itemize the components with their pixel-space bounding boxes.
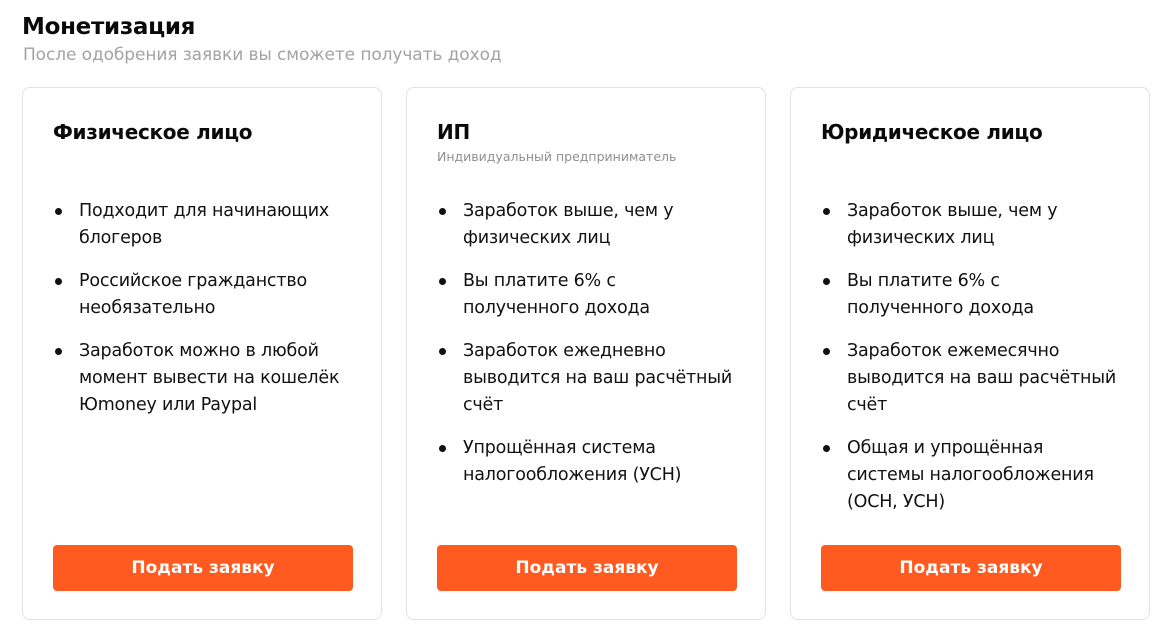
apply-button[interactable]: Подать заявку	[437, 545, 737, 591]
page-title: Монетизация	[22, 14, 196, 40]
bullet-icon	[439, 278, 446, 285]
feature-item	[821, 338, 1121, 419]
feature-text: Упрощённая система налогообложения (УСН)	[463, 438, 682, 485]
feature-text: Заработок можно в любой момент вывести на кошелёк Юmoney или Paypal	[79, 341, 340, 415]
bullet-icon	[823, 208, 830, 215]
feature-item	[53, 338, 353, 419]
card-title: Юридическое лицо	[821, 120, 1043, 144]
feature-item	[437, 338, 737, 419]
feature-text: Заработок выше, чем у физических лиц	[463, 201, 674, 248]
bullet-icon	[439, 208, 446, 215]
feature-text: Заработок ежедневно выводится на ваш расчётный счёт	[463, 341, 733, 415]
bullet-icon	[823, 445, 830, 452]
feature-text: Подходит для начинающих блогеров	[79, 201, 330, 248]
card-title: ИП	[437, 120, 470, 144]
bullet-icon	[55, 208, 62, 215]
feature-item	[437, 198, 737, 252]
page-subtitle: После одобрения заявки вы сможете получать доход	[23, 45, 502, 65]
bullet-icon	[55, 278, 62, 285]
bullet-icon	[823, 348, 830, 355]
feature-item	[821, 435, 1121, 516]
feature-item	[437, 435, 737, 489]
feature-item	[821, 198, 1121, 252]
bullet-icon	[439, 348, 446, 355]
card-legal-entity	[790, 87, 1150, 620]
apply-button[interactable]: Подать заявку	[821, 545, 1121, 591]
feature-text: Российское гражданство необязательно	[79, 271, 307, 318]
feature-list	[437, 198, 737, 505]
feature-text: Вы платите 6% с полученного дохода	[463, 271, 650, 318]
feature-list	[53, 198, 353, 435]
card-sole-proprietor	[406, 87, 766, 620]
bullet-icon	[55, 348, 62, 355]
bullet-icon	[823, 278, 830, 285]
bullet-icon	[439, 445, 446, 452]
feature-item	[437, 268, 737, 322]
feature-list	[821, 198, 1121, 532]
card-title: Физическое лицо	[53, 120, 253, 144]
feature-item	[821, 268, 1121, 322]
card-individual	[22, 87, 382, 620]
feature-text: Общая и упрощённая системы налогообложения (ОСН, УСН)	[847, 438, 1094, 512]
feature-text: Вы платите 6% с полученного дохода	[847, 271, 1034, 318]
feature-item	[53, 268, 353, 322]
apply-button[interactable]: Подать заявку	[53, 545, 353, 591]
feature-text: Заработок ежемесячно выводится на ваш расчётный счёт	[847, 341, 1117, 415]
feature-item	[53, 198, 353, 252]
card-subtitle: Индивидуальный предприниматель	[437, 149, 677, 164]
feature-text: Заработок выше, чем у физических лиц	[847, 201, 1058, 248]
